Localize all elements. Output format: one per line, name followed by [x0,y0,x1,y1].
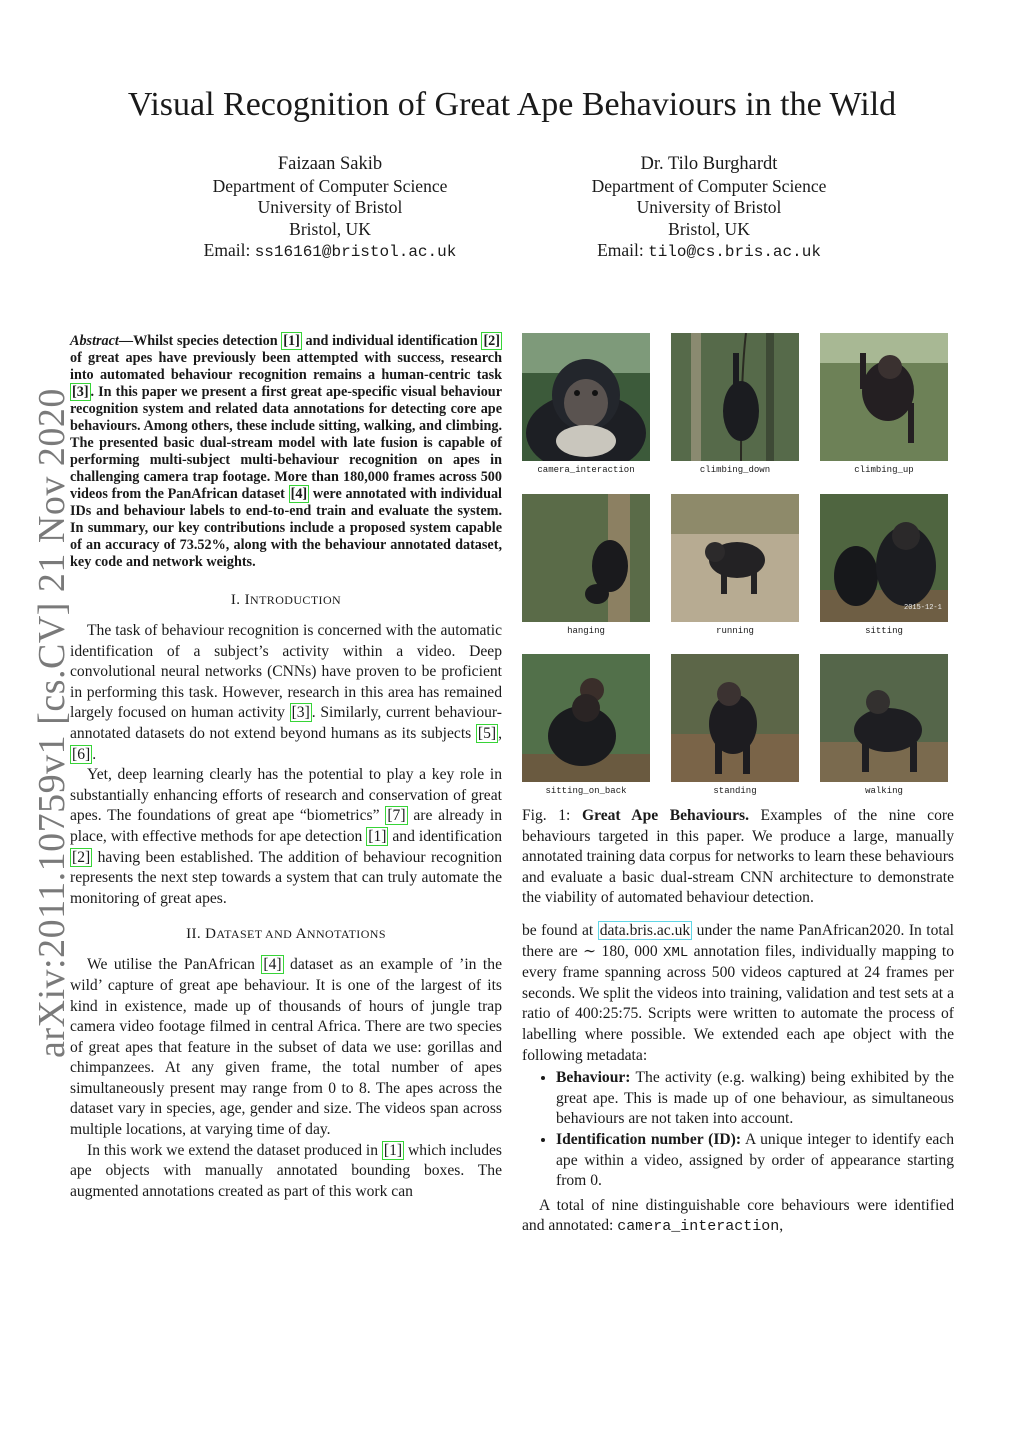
citation-link[interactable]: [1] [283,333,300,349]
behaviour-code: camera_interaction [617,1218,780,1236]
email-label: Email: [203,240,255,260]
photo-timestamp: 2015-12-1 [904,604,942,612]
figure-label: sitting_on_back [545,786,627,796]
figure-label: sitting [865,626,903,636]
section-number: I. [230,592,245,608]
citation-link[interactable]: [5] [477,724,497,742]
author-city: Bristol, UK [668,218,750,239]
ape-photo-camera-interaction [522,333,650,461]
heading-text: NTRODUCTION [250,593,342,607]
ape-photo-sitting-on-back [522,654,650,782]
email-label: Email: [597,240,649,260]
caption-prefix: Fig. 1: [522,807,582,824]
section-number: II. [186,926,206,943]
para-text: which includes ape objects with manually annotated bounding boxes. The augmented annotations created as part of this work can [70,1141,502,1200]
arxiv-stamp: arXiv:2011.10759v1 [cs.CV] 21 Nov 2020 [31,388,73,1058]
xml-code: XML [663,944,689,961]
figure-label: camera_interaction [537,465,635,475]
ape-photo-climbing-down [671,333,799,461]
citation-link[interactable]: [4] [290,486,308,502]
citation-link[interactable]: [3] [291,704,310,722]
heading-text: D [205,926,217,943]
author-block-2 [529,154,889,264]
heading-text: NNOTATIONS [306,927,386,942]
list-item-title: Behaviour: [556,1069,631,1087]
section-heading-dataset [70,926,502,943]
heading-text: ATASET AND [216,927,296,942]
ape-photo-running [671,494,799,622]
figure-cell-climbing-up [820,333,948,475]
author-dept: Department of Computer Science [212,175,448,196]
para-text: . Similarly, current behaviour-annotated datasets do not extend beyond humans as its subjects [70,704,502,742]
abstract-text: of great apes have previously been attempted with success, research into automated behaviour recognition remains a human-centric task [70,350,502,383]
figure-cell-walking [820,654,948,796]
caption-text: Examples of the nine core behaviours targeted in this paper. We produce a large, manually annotated training data corpus for networks to learn these behaviours and evaluate a basic dual-stream CNN architecture to demonstrate the viability of automated behaviour detection. [522,807,954,907]
figure-label: standing [713,786,757,796]
ape-photo-climbing-up [820,333,948,461]
paragraph [70,621,502,765]
author-univ: University of Bristol [257,197,403,217]
section-heading-introduction [70,592,502,609]
figure-cell-standing [671,654,799,796]
figure-cell-hanging [522,494,650,636]
para-text: under the name PanAfrican2020. In total there are ∼ 180, 000 [522,922,954,960]
figure-cell-sitting-on-back [522,654,650,796]
abstract-text: were annotated with individual IDs and behaviour labels to end-to-end train and evaluate the system. In summary, our key contributions include a proposed system capable of an accuracy of 73.52%, along with the behaviour annotated dataset, key code and network weights. [70,486,502,570]
citation-link[interactable]: [7] [387,807,406,825]
para-text: having been established. The addition of behaviour recognition represents the next step towards a system that can truly automate the monitoring of great apes. [70,848,502,907]
para-text: be found at [522,922,598,939]
ape-photo-standing [671,654,799,782]
paper-title: Visual Recognition of Great Ape Behaviours in the Wild [127,86,897,123]
metadata-list [522,1068,954,1192]
author-email[interactable]: ss16161@bristol.ac.uk [254,243,457,261]
list-item-text: The activity (e.g. walking) being exhibited by the great ape. This is made up of one behaviour, as simultaneous behaviours are not taken into account. [556,1069,954,1128]
abstract-text: and individual identification [301,333,482,349]
list-item-title: Identification number (ID): [556,1130,742,1148]
citation-link[interactable]: [2] [483,333,500,349]
citation-link[interactable]: [1] [383,1141,403,1159]
citation-link[interactable]: [4] [263,956,282,974]
heading-text: I [244,592,251,608]
author-name: Dr. Tilo Burghardt [640,154,778,174]
author-dept: Department of Computer Science [591,175,827,196]
citation-link[interactable]: [6] [72,745,91,763]
abstract-label: Abstract [70,333,119,349]
para-text: In this work we extend the dataset produced in [87,1141,382,1159]
ape-photo-walking [820,654,948,782]
citation-link[interactable]: [1] [368,827,387,845]
abstract-text: —Whilst species detection [118,333,282,349]
list-item-text: A unique integer to identify each ape within a video, assigned by order of appearance starting from 0. [556,1130,955,1190]
author-block-1 [150,154,510,264]
para-text: . [92,745,97,763]
heading-text: A [295,926,307,943]
citation-link[interactable]: [2] [72,848,91,866]
para-text: dataset as an example of ’in the wild’ capture of great ape behaviour. It is one of the largest of its kind in existence, made up of thousands of hours of jungle trap camera video footage filmed in central Africa. There are two species of great apes that feature in the subset of data we use: gorillas and chimpanzees. At any given frame, the total number of apes simultaneously present may range from 0 to 8. The apes across the dataset vary in species, age, gender and size. The videos span across multiple locations, at varying time of day. [70,956,502,1139]
paragraph [522,921,954,1066]
paragraph [70,1141,502,1203]
paragraph [70,765,502,909]
list-item [556,1130,954,1192]
author-univ: University of Bristol [636,197,782,217]
abstract-text: . In this paper we present a first great ape-specific visual behaviour recognition system and related data annotations for detecting core ape behaviours. Among others, these include sitting, walking, and climbing. The presented basic dual-stream model with late fusion is capable of performing multi-subject multi-behaviour recognition on apes in challenging camera trap footage. More than 180,000 frames across 500 videos from the PanAfrican dataset [70,384,502,502]
figure-label: walking [865,786,903,796]
figure-cell-camera-interaction [522,333,650,475]
para-text: We utilise the PanAfrican [87,956,262,974]
figure-cell-climbing-down [671,333,799,475]
author-name: Faizaan Sakib [277,154,383,174]
list-item [556,1068,954,1130]
abstract [70,333,502,571]
figure-label: climbing_down [699,465,771,475]
figure-behaviour-grid [522,333,948,803]
figure-cell-running [671,494,799,636]
para-text: Yet, deep learning clearly has the potential to play a key role in substantially enhancing efforts of research and conservation of great apes. The foundations of great ape “biometrics” [70,766,502,825]
paragraph [522,1196,954,1238]
paragraph [70,955,502,1140]
author-email-line [150,240,510,264]
ape-photo-sitting [820,494,948,622]
caption-title: Great Ape Behaviours. [581,807,749,824]
figure-label: hanging [567,626,605,636]
para-text: A total of nine distinguishable core behaviours were identified and annotated: [522,1196,954,1235]
author-email[interactable]: tilo@cs.bris.ac.uk [648,243,821,261]
author-city: Bristol, UK [289,218,371,239]
ape-photo-hanging [522,494,650,622]
para-text: , [498,724,502,742]
author-email-line [529,240,889,264]
para-text: are already in place, with effective methods for ape detection [70,807,502,845]
para-text: , [779,1217,784,1235]
right-column [522,921,954,1238]
para-text: and identification [388,827,502,845]
para-text: annotation files, individually mapping to every frame spanning across 500 videos captured at 24 frames per seconds. We split the videos into training, validation and test sets at a ratio of 400:25:75. Scripts were written to automate the process of labelling where possible. We extended each ape object with the following metadata: [522,942,954,1064]
figure-cell-sitting [820,494,948,636]
figure-caption [522,806,954,909]
citation-link[interactable]: [3] [72,384,89,400]
left-column [70,333,502,1202]
para-text: The task of behaviour recognition is concerned with the automatic identification of a subject’s activity within a video. Deep convolutional neural networks (CNNs) have proven to be proficient in performing this task. However, research in this area has remained largely focused on human activity [70,622,502,722]
dataset-link[interactable]: data.bris.ac.uk [599,922,691,939]
figure-label: running [716,626,754,636]
figure-label: climbing_up [854,465,914,475]
